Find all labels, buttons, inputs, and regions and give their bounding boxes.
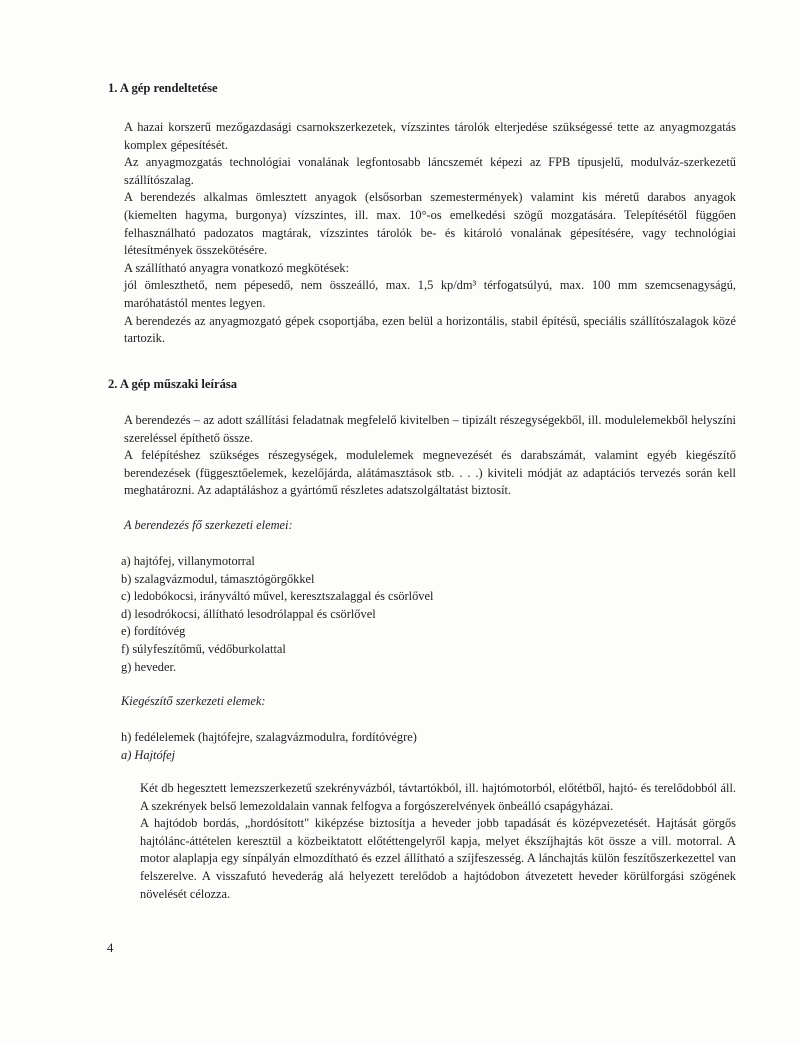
paragraph: A hajtódob bordás, „hordósított" kiképzése biztosítja a heveder jobb tapadását és középvezetését. Hajtását görgős hajtólánc-áttételen keresztül a közbeiktatott előtéttengelyről kapja, melyet ékszíjhajtás köt össze a vill. motorral. A motor alaplapja egy sínpályán elmozdítható és ezzel állítható a szíjfeszesség. A lánchajtás külön feszítőszerkezettel van felszerelve. A visszafutó hevederág alá helyezett terelődob a hajtódobon átvezetett heveder körülforgási szögének növelését célozza. <box>140 816 736 901</box>
main-elements-title: A berendezés fő szerkezeti elemei: <box>124 518 293 532</box>
paragraph: A hazai korszerű mezőgazdasági csarnokszerkezetek, vízszintes tárolók elterjedése szükségessé tette az anyagmozgatás komplex gépesítését. <box>124 120 736 152</box>
section-2-body <box>124 412 736 500</box>
paragraph: A felépítéshez szükséges részegységek, modulelemek megnevezését és darabszámát, valamint egyéb kiegészítő berendezések (függesztőelemek, kezelőjárda, alátámasztások stb. . . .) kiviteli módját az adaptációs tervezés során kell meghatározni. Az adaptáláshoz a gyártómű részletes adatszolgáltatást biztosít. <box>124 448 736 498</box>
list-item: a) hajtófej, villanymotorral <box>121 554 255 568</box>
page-number: 4 <box>107 941 114 955</box>
paragraph: Az anyagmozgatás technológiai vonalának legfontosabb láncszemét képezi az FPB típusjelű, modulváz-szerkezetű szállítószalag. <box>124 155 736 187</box>
extra-elements-title: Kiegészítő szerkezeti elemek: <box>121 694 266 708</box>
list-item: c) ledobókocsi, irányváltó művel, keresztszalaggal és csörlővel <box>121 589 434 604</box>
paragraph: A berendezés alkalmas ömlesztett anyagok (elsősorban szemestermények) valamint kis méretű darabos anyagok (kiemelten hagyma, burgonya) vízszintes, ill. max. 10°-os emelkedési szögű mozgatására. Telepítésétől függően felhasználható padozatos magtárak, vízszintes tárolók be- és kitároló vonalának gépesítésére, vagy technológiai létesítmények összekötésére. <box>124 190 736 258</box>
subsection-a-title: a) Hajtófej <box>121 747 176 762</box>
paragraph: A szállítható anyagra vonatkozó megkötések: <box>124 260 350 275</box>
section-2-heading: 2. A gép műszaki leírása <box>108 377 238 391</box>
section-1-heading: 1. A gép rendeltetése <box>108 81 218 95</box>
list-item: d) lesodrókocsi, állítható lesodrólappal és csörlővel <box>121 606 376 621</box>
subsection-a-body <box>140 780 736 903</box>
list-item: h) fedélelemek (hajtófejre, szalagvázmodulra, fordítóvégre) <box>121 730 417 744</box>
list-item: f) súlyfeszítőmű, védőburkolattal <box>121 641 286 656</box>
paragraph: Két db hegesztett lemezszerkezetű szekrényvázból, távtartókból, ill. hajtómotorból, előtétből, hajtó- és terelődobból áll. A szekrények belső lemezoldalain vannak felfogva a forgószerelvények önbeálló csapágyházai. <box>140 781 736 813</box>
paragraph: A berendezés – az adott szállítási feladatnak megfelelő kivitelben – tipizált részegységekből, ill. modulelemekből helyszíni szereléssel építhető össze. <box>124 413 736 445</box>
main-elements-list <box>121 553 433 676</box>
paragraph: A berendezés az anyagmozgató gépek csoportjába, ezen belül a horizontális, stabil építésű, speciális szállítószalagok közé tartozik. <box>124 313 736 346</box>
list-item: g) heveder. <box>121 659 177 674</box>
list-item: b) szalagvázmodul, támasztógörgőkkel <box>121 571 315 586</box>
extra-elements <box>121 729 417 764</box>
paragraph: jól ömleszthető, nem pépesedő, nem összeálló, max. 1,5 kp/dm³ térfogatsúlyú, max. 100 mm szemcsenagyságú, maróhatástól mentes legyen. <box>124 278 736 310</box>
section-1-body <box>124 119 736 348</box>
list-item: e) fordítóvég <box>121 624 186 639</box>
